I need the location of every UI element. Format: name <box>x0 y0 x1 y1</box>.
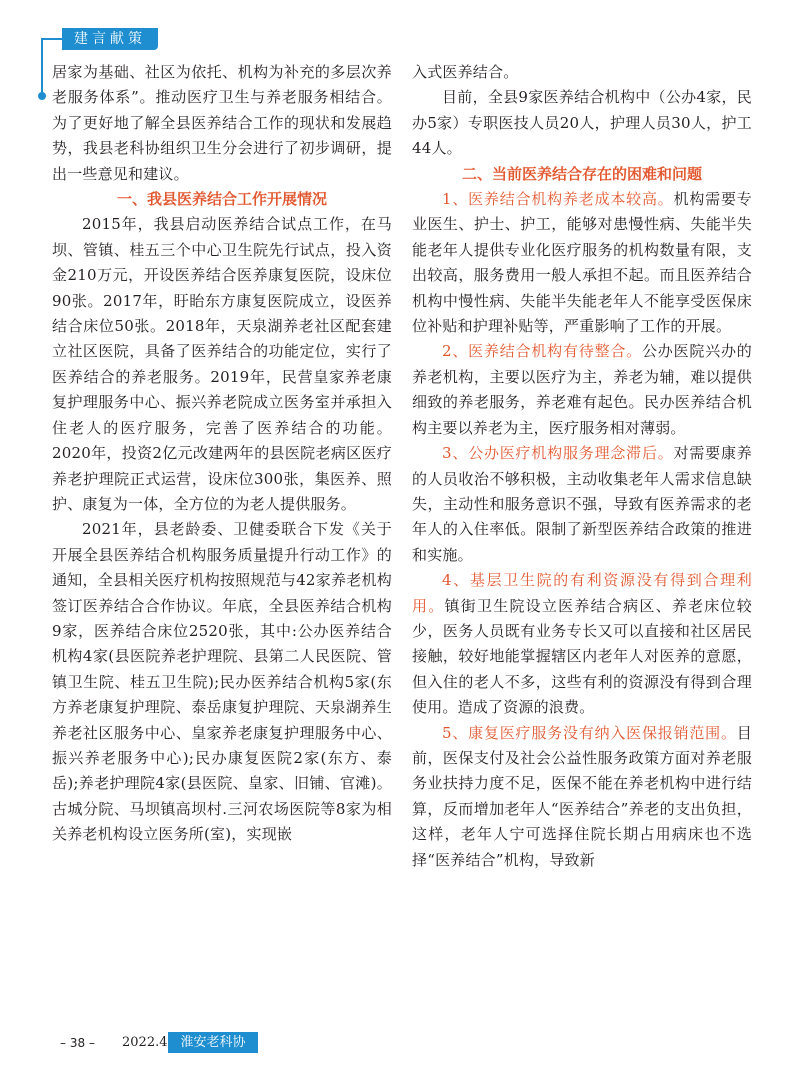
intro-paragraph: 居家为基础、社区为依托、机构为补充的多层次养老服务体系”。推动医疗卫生与养老服务相结合。为了更好地了解全县医养结合工作的现状和发展趋势，我县老科协组织卫生分会进行了初步调研，提出一些意见和建议。 <box>52 63 392 183</box>
header-dot <box>38 92 46 100</box>
paragraph-2015: 2015年，我县启动医养结合试点工作，在马坝、管镇、桂五三个中心卫生院先行试点，投入资金210万元，开设医养结合医养康复医院，设床位90张。2017年，盱眙东方康复医院成立，设医养结合床位50张。2018年，天泉湖养老社区配套建立社区医院，具备了医养结合的功能定位，实行了医养结合的养老服务。2019年，民营皇家养老康复护理服务中心、振兴养老院成立医务室并承担入住老人的医疗服务，完善了医养结合的功能。2020年，投资2亿元改建两年的县医院老病区医疗养老护理院正式运营，设床位300张，集医养、照护、康复为一体，全方位的为老人提供服务。 <box>52 215 392 513</box>
header-rule-vertical <box>41 38 43 98</box>
problem-item-5 <box>412 721 752 873</box>
section-heading-1: 一、我县医养结合工作开展情况 <box>116 190 327 209</box>
problem-item-1 <box>412 187 752 339</box>
left-column <box>52 60 392 848</box>
problem-item-3-body: 对需要康养的人员收治不够积极，主动收集老年人需求信息缺失，主动性和服务意识不强，导致有医养需求的老年人的入住率低。限制了新型医养结合政策的推进和实施。 <box>412 444 752 564</box>
section-tab: 建言献策 <box>62 28 158 50</box>
issue-number: 2022.4 <box>122 1035 168 1050</box>
problem-item-2 <box>412 339 752 441</box>
problem-item-5-title: 5、康复医疗服务没有纳入医保报销范围。 <box>442 723 737 742</box>
staff-paragraph: 目前，全县9家医养结合机构中（公办4家，民办5家）专职医技人员20人，护理人员30人，护工44人。 <box>412 88 752 158</box>
right-column <box>412 60 752 873</box>
paragraph-2021: 2021年，县老龄委、卫健委联合下发《关于开展全县医养结合机构服务质量提升行动工作》的通知，全县相关医疗机构按照规范与42家养老机构签订医养结合合作协议。年底，全县医养结合机构9家，医养结合床位2520张，其中:公办医养结合机构4家(县医院养老护理院、县第二人民医院、管镇卫生院、桂五卫生院);民办医养结合机构5家(东方养老康复护理院、泰岳康复护理院、天泉湖养生养老社区服务中心、皇家养老康复护理服务中心、振兴养老服务中心);民办康复医院2家(东方、泰岳);养老护理院4家(县医院、皇家、旧铺、官滩)。古城分院、马坝镇高坝村.三河农场医院等8家为相关养老机构设立医务所(室)，实现嵌 <box>52 520 392 844</box>
problem-item-4-body: 镇街卫生院设立医养结合病区、养老床位较少，医务人员既有业务专长又可以直接和社区居民接触，较好地能掌握辖区内老年人对医养的意愿，但入住的老人不多，这些有利的资源没有得到合理使用。造成了资源的浪费。 <box>412 596 752 717</box>
page-number: – 38 – <box>60 1036 95 1050</box>
problem-item-4-title: 4、基层卫生院的有利资源没有得到合理利用。 <box>412 571 752 615</box>
problem-item-4 <box>412 568 752 720</box>
problem-item-2-body: 公办医院兴办的养老机构，主要以医疗为主，养老为辅，难以提供细致的养老服务，养老难有起色。民办医养结合机构主要以养老为主，医疗服务相对薄弱。 <box>412 342 752 437</box>
problem-item-3-title: 3、公办医疗机构服务理念滞后。 <box>442 444 674 463</box>
section-heading-2: 二、当前医养结合存在的困难和问题 <box>461 164 702 183</box>
continued-paragraph: 入式医养结合。 <box>412 63 519 81</box>
problem-item-1-body: 机构需要专业医生、护士、护工，能够对患慢性病、失能半失能老年人提供专业化医疗服务的机构数量有限，支出较高，服务费用一般人承担不起。而且医养结合机构中慢性病、失能半失能老年人不能享受医保床位补贴和护理补贴等，严重影响了工作的开展。 <box>412 190 752 336</box>
magazine-name: 淮安老科协 <box>168 1032 258 1053</box>
problem-item-1-title: 1、医养结合机构养老成本较高。 <box>442 190 674 209</box>
problem-item-2-title: 2、医养结合机构有待整合。 <box>442 342 642 361</box>
problem-item-3 <box>412 441 752 568</box>
problem-item-5-body: 目前，医保支付及社会公益性服务政策方面对养老服务业扶持力度不足，医保不能在养老机构中进行结算，反而增加老年人“医养结合”养老的支出负担，这样，老年人宁可选择住院长期占用病床也不选择“医养结合”机构，导致新 <box>412 723 752 869</box>
